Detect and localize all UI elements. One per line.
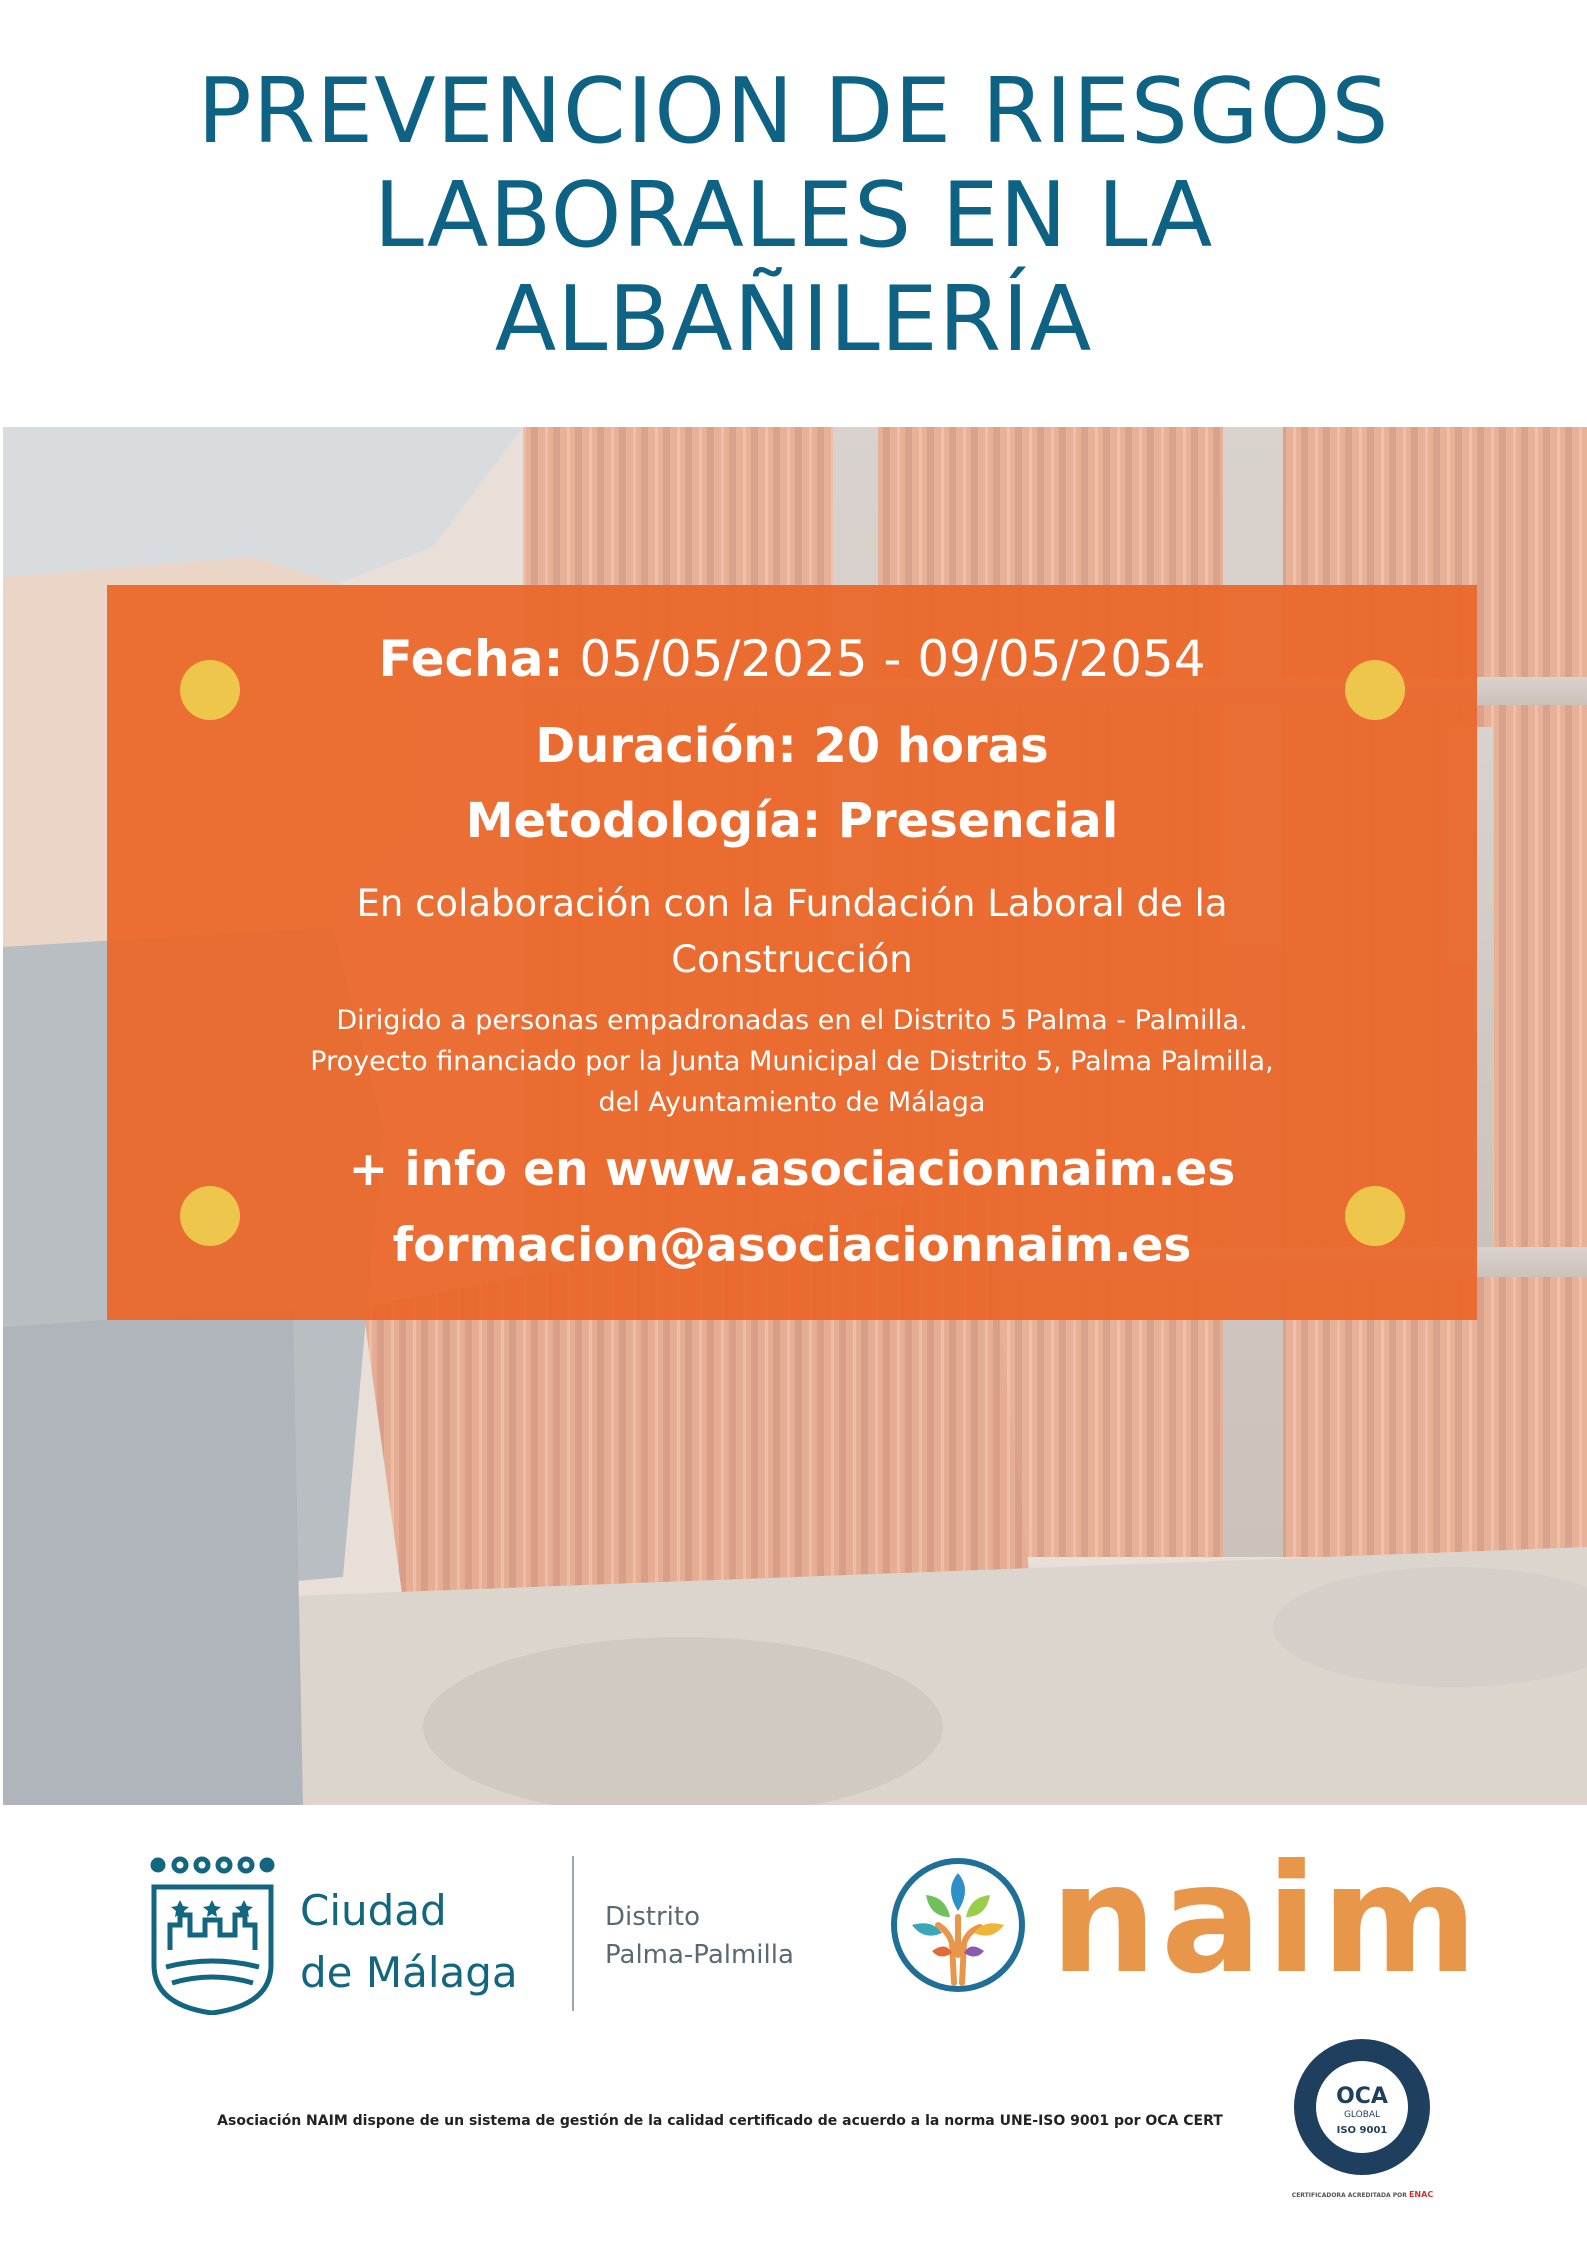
- enac-accreditation: [1290, 2190, 1435, 2199]
- seal-global: GLOBAL: [1343, 2110, 1381, 2120]
- logo-divider: [572, 1856, 574, 2011]
- malaga-shield-icon: [150, 1855, 275, 2015]
- collaboration-line-1: En colaboración con la Fundación Laboral de la: [356, 882, 1228, 925]
- fecha-label: Fecha:: [378, 630, 564, 688]
- title-line-1: PREVENCION DE RIESGOS: [197, 59, 1390, 164]
- page-title: [0, 60, 1587, 372]
- fecha-value: 05/05/2025 - 09/05/2054: [563, 630, 1206, 688]
- title-line-2: LABORALES EN LA: [373, 163, 1214, 268]
- malaga-logo-text: [300, 1880, 518, 2004]
- enac-prefix: CERTIFICADORA ACREDITADA POR: [1291, 2192, 1409, 2199]
- distrito-text: [605, 1898, 794, 1974]
- seal-oca: OCA: [1336, 2084, 1388, 2109]
- course-duration: Duración: 20 horas: [535, 718, 1049, 774]
- malaga-line-1: Ciudad: [300, 1886, 447, 1935]
- naim-tree-logo-icon: [888, 1855, 1028, 1995]
- course-methodology: Metodología: Presencial: [465, 793, 1119, 849]
- website-link[interactable]: + info en www.asociacionnaim.es: [348, 1142, 1236, 1197]
- title-line-3: ALBAÑILERÍA: [494, 267, 1093, 372]
- email-link[interactable]: formacion@asociacionnaim.es: [392, 1218, 1192, 1273]
- oca-iso-9001-seal-icon: [1290, 2035, 1435, 2180]
- distrito-line-2: Palma-Palmilla: [605, 1940, 794, 1970]
- seal-iso: ISO 9001: [1336, 2125, 1388, 2136]
- course-dates: [107, 630, 1477, 688]
- audience-line-2: Proyecto financiado por la Junta Municipal de Distrito 5, Palma Palmilla,: [310, 1046, 1274, 1077]
- audience-line-3: del Ayuntamiento de Málaga: [598, 1087, 986, 1118]
- collaboration-text: [107, 876, 1477, 988]
- collaboration-line-2: Construcción: [671, 938, 913, 981]
- enac-brand: ENAC: [1408, 2190, 1434, 2199]
- naim-logo-text: naim: [1050, 1833, 1482, 2007]
- quality-certification-note: Asociación NAIM dispone de un sistema de gestión de la calidad certificado de acuerdo a la norma UNE-ISO 9001 por OCA CERT: [217, 2113, 1223, 2129]
- malaga-line-2: de Málaga: [300, 1948, 518, 1997]
- contact-info: [107, 1132, 1477, 1284]
- audience-line-1: Dirigido a personas empadronadas en el Distrito 5 Palma - Palmilla.: [336, 1005, 1248, 1036]
- target-audience-text: [107, 1000, 1477, 1123]
- distrito-line-1: Distrito: [605, 1902, 700, 1932]
